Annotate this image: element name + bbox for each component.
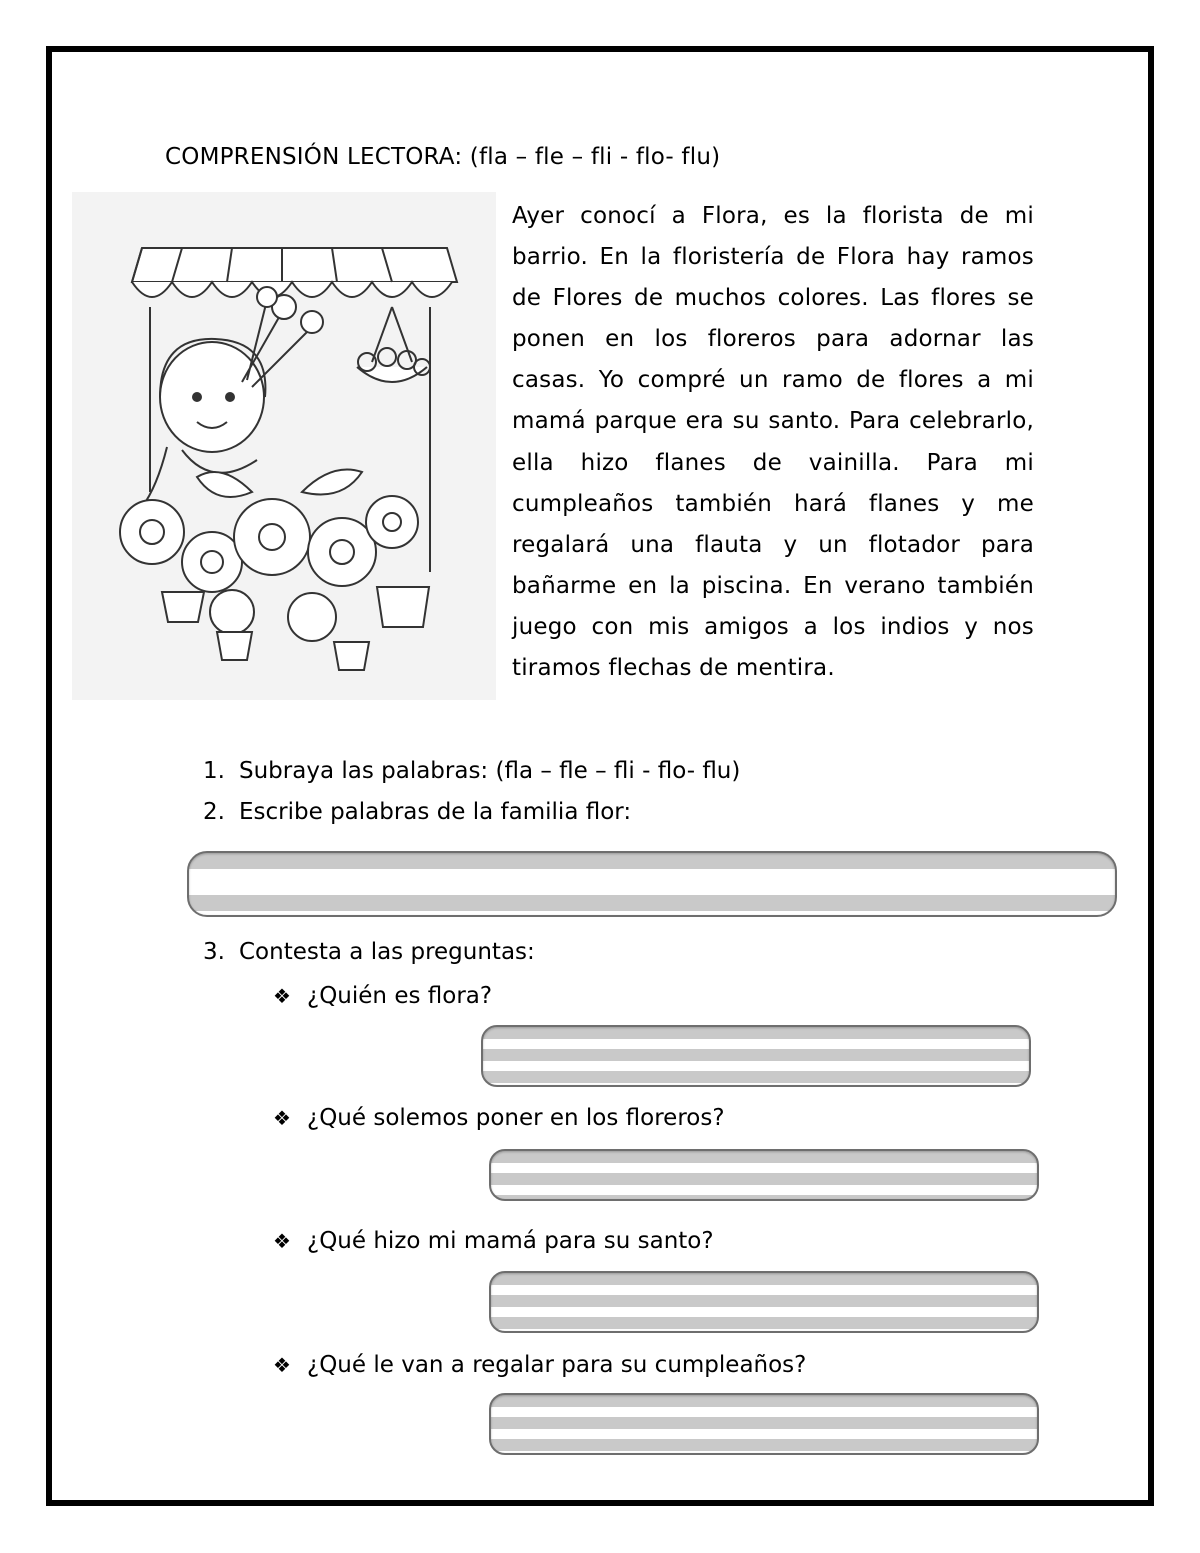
- question-1: [273, 983, 492, 1009]
- answer-field-question-1[interactable]: [481, 1025, 1031, 1087]
- question-2: [273, 1105, 725, 1131]
- question-text: ¿Qué le van a regalar para su cumpleaños?: [307, 1352, 807, 1378]
- answer-field-question-3[interactable]: [489, 1271, 1039, 1333]
- question-3: [273, 1228, 714, 1254]
- instruction-text: Subraya las palabras: (fla – fle – fli - flo- flu): [239, 758, 741, 784]
- question-text: ¿Quién es flora?: [307, 983, 493, 1009]
- worksheet-title: COMPRENSIÓN LECTORA: (fla – fle – fli - flo- flu): [165, 144, 721, 170]
- question-text: ¿Qué hizo mi mamá para su santo?: [307, 1228, 714, 1254]
- answer-field-question-4[interactable]: [489, 1393, 1039, 1455]
- diamond-bullet-icon: ❖: [273, 984, 291, 1008]
- instruction-3: [203, 939, 535, 965]
- instruction-1: [203, 758, 740, 784]
- answer-field-flor-family[interactable]: [187, 851, 1117, 917]
- instruction-text: Escribe palabras de la familia flor:: [239, 799, 632, 825]
- instruction-number: 1.: [203, 758, 225, 784]
- instruction-number: 2.: [203, 799, 225, 825]
- answer-field-question-2[interactable]: [489, 1149, 1039, 1201]
- question-4: [273, 1352, 806, 1378]
- diamond-bullet-icon: ❖: [273, 1229, 291, 1253]
- diamond-bullet-icon: ❖: [273, 1106, 291, 1130]
- florist-shop-illustration: [72, 192, 496, 700]
- instruction-2: [203, 799, 631, 825]
- diamond-bullet-icon: ❖: [273, 1353, 291, 1377]
- instruction-number: 3.: [203, 939, 225, 965]
- question-text: ¿Qué solemos poner en los floreros?: [307, 1105, 725, 1131]
- instruction-text: Contesta a las preguntas:: [239, 939, 535, 965]
- reading-passage: Ayer conocí a Flora, es la florista de mi barrio. En la floristería de Flora hay ramos de Flores de muchos colores. Las flores se ponen en los floreros para adornar las casas. Yo compré un ramo de flores a mi mamá parque era su santo. Para celebrarlo, ella hizo flanes de vainilla. Para mi cumpleaños también hará flanes y me regalará una flauta y un flotador para bañarme en la piscina. En verano también juego con mis amigos a los indios y nos tiramos flechas de mentira.: [512, 203, 1034, 682]
